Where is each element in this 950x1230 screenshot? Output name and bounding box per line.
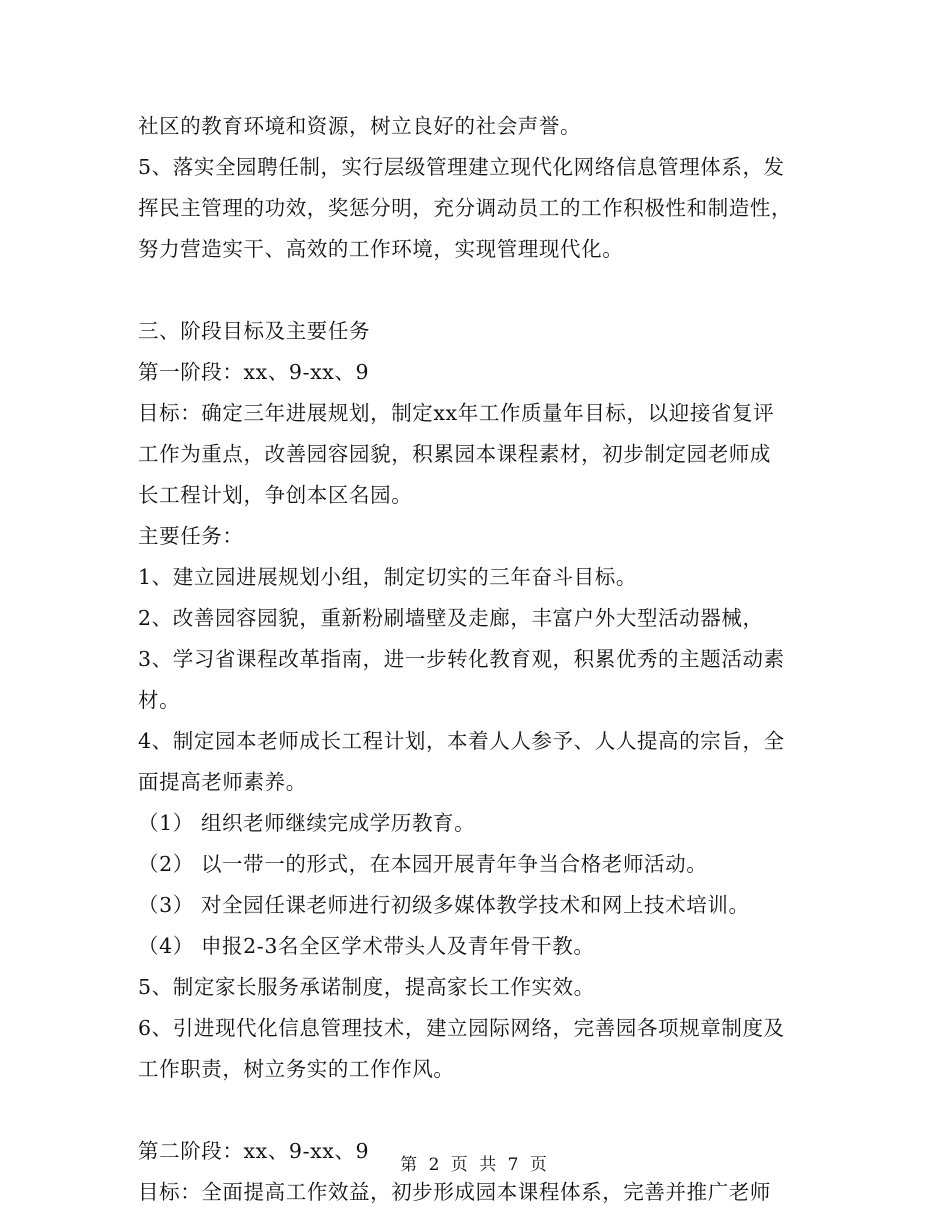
text-line: 工作职责，树立务实的工作作风。 bbox=[138, 1057, 455, 1081]
paragraph-gap bbox=[138, 1090, 818, 1131]
list-item: 6、引进现代化信息管理技术，建立园际网络，完善园各项规章制度及 bbox=[138, 1016, 785, 1040]
text-line: 工作为重点，改善园容园貌，积累园本课程素材，初步制定园老师成 bbox=[138, 442, 771, 466]
section-heading: 三、阶段目标及主要任务 bbox=[138, 319, 371, 343]
list-item: 5、制定家长服务承诺制度，提高家长工作实效。 bbox=[138, 975, 595, 999]
text-line: 挥民主管理的功效，奖惩分明，充分调动员工的工作积极性和制造性， bbox=[138, 196, 793, 220]
subheading: 主要任务： bbox=[138, 524, 244, 548]
sub-list-item: （4） 申报2-3名全区学术带头人及青年骨干教。 bbox=[138, 934, 595, 958]
list-item: 1、建立园进展规划小组，制定切实的三年奋斗目标。 bbox=[138, 565, 637, 589]
list-item: 2、改善园容园貌，重新粉刷墙壁及走廊，丰富户外大型活动器械， bbox=[138, 606, 764, 630]
text-line: 目标：全面提高工作效益，初步形成园本课程体系，完善并推广老师 bbox=[138, 1180, 771, 1204]
paragraph-gap bbox=[138, 270, 818, 311]
page-number-footer: 第 2 页 共 7 页 bbox=[400, 1155, 550, 1175]
sub-list-item: （1） 组织老师继续完成学历教育。 bbox=[138, 811, 476, 835]
sub-list-item: （2） 以一带一的形式，在本园开展青年争当合格老师活动。 bbox=[138, 852, 708, 876]
list-item: 4、制定园本老师成长工程计划，本着人人参予、人人提高的宗旨，全 bbox=[138, 729, 785, 753]
text-line: 5、落实全园聘任制，实行层级管理建立现代化网络信息管理体系，发 bbox=[138, 155, 785, 179]
stage-heading: 第一阶段：xx、9-xx、9 bbox=[138, 360, 370, 384]
text-line: 面提高老师素养。 bbox=[138, 770, 307, 794]
sub-list-item: （3） 对全园任课老师进行初级多媒体教学技术和网上技术培训。 bbox=[138, 893, 750, 917]
text-line: 社区的教育环境和资源，树立良好的社会声誉。 bbox=[138, 114, 582, 138]
list-item: 3、学习省课程改革指南，进一步转化教育观，积累优秀的主题活动素 bbox=[138, 647, 785, 671]
stage-heading: 第二阶段：xx、9-xx、9 bbox=[138, 1139, 370, 1163]
text-line: 努力营造实干、高效的工作环境，实现管理现代化。 bbox=[138, 237, 624, 261]
text-line: 长工程计划，争创本区名园。 bbox=[138, 483, 413, 507]
document-body bbox=[138, 106, 818, 1213]
text-line: 目标：确定三年进展规划，制定xx年工作质量年目标，以迎接省复评 bbox=[138, 401, 775, 425]
text-line: 材。 bbox=[138, 688, 181, 712]
